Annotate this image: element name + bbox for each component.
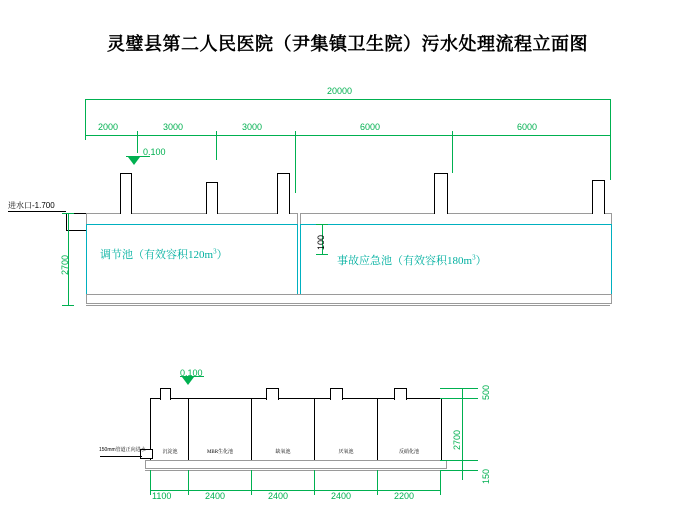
elevation-marker-label: 0.100 [143, 147, 166, 157]
shaft-4 [434, 173, 448, 214]
inlet-pipe [66, 213, 88, 231]
plan-shaft-4 [394, 388, 407, 400]
plan-tank-label-1: MBR生化池 [206, 450, 234, 455]
plan-right-dim-label-1: 2700 [452, 429, 462, 450]
depth-dim-tick-bottom [62, 305, 74, 306]
plan-bottom-dim-label-3: 2400 [331, 491, 352, 501]
shaft-5 [592, 180, 605, 214]
plan-bottom-dim-label-4: 2200 [394, 491, 415, 501]
shaft-1 [120, 173, 132, 214]
plan-base-slab [145, 460, 447, 469]
plan-bottom-dim-label-1: 2400 [205, 491, 226, 501]
plan-shaft-3 [330, 388, 343, 400]
plan-ground-line [145, 470, 445, 471]
tank-adjustment-label [100, 246, 228, 262]
wall-dim-label: 100 [316, 234, 326, 250]
shaft-2 [206, 182, 218, 214]
overall-dim-label: 20000 [327, 86, 353, 96]
plan-elevation-marker-label: 0.100 [180, 368, 203, 378]
tank-adjustment-label-sup: 3 [213, 247, 217, 256]
segment-dim-label-4: 6000 [517, 122, 538, 132]
plan-right-tick-0 [440, 388, 478, 389]
tank-emergency-label-sup: 3 [472, 253, 476, 262]
bottom-slab [86, 294, 612, 304]
plan-right-tick-1 [440, 398, 478, 399]
plan-bottom-ext-4 [377, 470, 378, 495]
segment-dim-label-0: 2000 [98, 122, 119, 132]
plan-right-dim-label-0: 500 [481, 384, 491, 400]
plan-inlet-leader [100, 456, 142, 457]
plan-bottom-ext-1 [188, 470, 189, 495]
tank-emergency-label-text: 事故应急池（有效容积180m [337, 255, 473, 267]
base-line [86, 305, 610, 306]
segment-ext-5 [610, 135, 611, 180]
tank-adjustment-label-suffix: ） [216, 249, 228, 261]
segment-dim-label-3: 6000 [360, 122, 381, 132]
depth-dim-tick-top [62, 213, 74, 214]
overall-dim-ext-left [85, 99, 86, 135]
plan-divider-2 [251, 398, 252, 460]
plan-bottom-dim-label-2: 2400 [268, 491, 289, 501]
wall-dim-tick-bottom [316, 254, 328, 255]
plan-right-tick-2 [440, 460, 478, 461]
inlet-label: 进水口-1.700 [8, 201, 55, 210]
plan-tank-label-0: 沉淀池 [162, 450, 178, 455]
plan-tank-label-3: 厌氧池 [338, 450, 354, 455]
plan-shaft-1 [160, 388, 171, 400]
plan-bottom-dim-label-0: 1100 [152, 491, 172, 501]
page-title: 灵璧县第二人民医院（尹集镇卫生院）污水处理流程立面图 [107, 34, 588, 54]
tank-emergency-label-suffix: ） [475, 255, 487, 267]
segment-tick-0 [85, 131, 86, 140]
segment-dim-label-1: 3000 [163, 122, 184, 132]
overall-dim-line [85, 99, 610, 100]
plan-bottom-ext-2 [251, 470, 252, 495]
plan-divider-3 [314, 398, 315, 460]
segment-ext-4 [452, 135, 453, 173]
plan-right-tick-3 [440, 470, 478, 471]
plan-divider-4 [377, 398, 378, 460]
plan-right-dim-label-2: 150 [481, 468, 491, 484]
plan-divider-1 [188, 398, 189, 460]
plan-elevation-marker-triangle [182, 377, 194, 385]
elevation-marker-triangle [128, 157, 140, 165]
tank-emergency-label [337, 252, 487, 268]
plan-tank-label-2: 缺氧池 [275, 450, 291, 455]
plan-bottom-ext-0 [150, 470, 151, 495]
plan-inlet-label: 150mm管道正向进水 [99, 447, 146, 453]
shaft-3 [277, 173, 290, 214]
segment-ext-2 [216, 135, 217, 160]
segment-dim-line [85, 135, 610, 136]
segment-ext-1 [137, 135, 138, 153]
overall-dim-ext-right [610, 99, 611, 135]
segment-dim-label-2: 3000 [242, 122, 263, 132]
plan-tank-label-4: 反硝化池 [398, 450, 419, 455]
plan-bottom-ext-5 [440, 470, 441, 495]
plan-bottom-ext-3 [314, 470, 315, 495]
segment-ext-3 [295, 135, 296, 193]
wall-dim-tick-top [316, 224, 328, 225]
tank-adjustment-label-text: 调节池（有效容积120m [100, 249, 214, 261]
plan-shaft-2 [266, 388, 279, 400]
plan-right-dim-line [462, 388, 463, 480]
depth-dim-label: 2700 [60, 254, 70, 275]
inlet-leader-line [8, 211, 66, 212]
